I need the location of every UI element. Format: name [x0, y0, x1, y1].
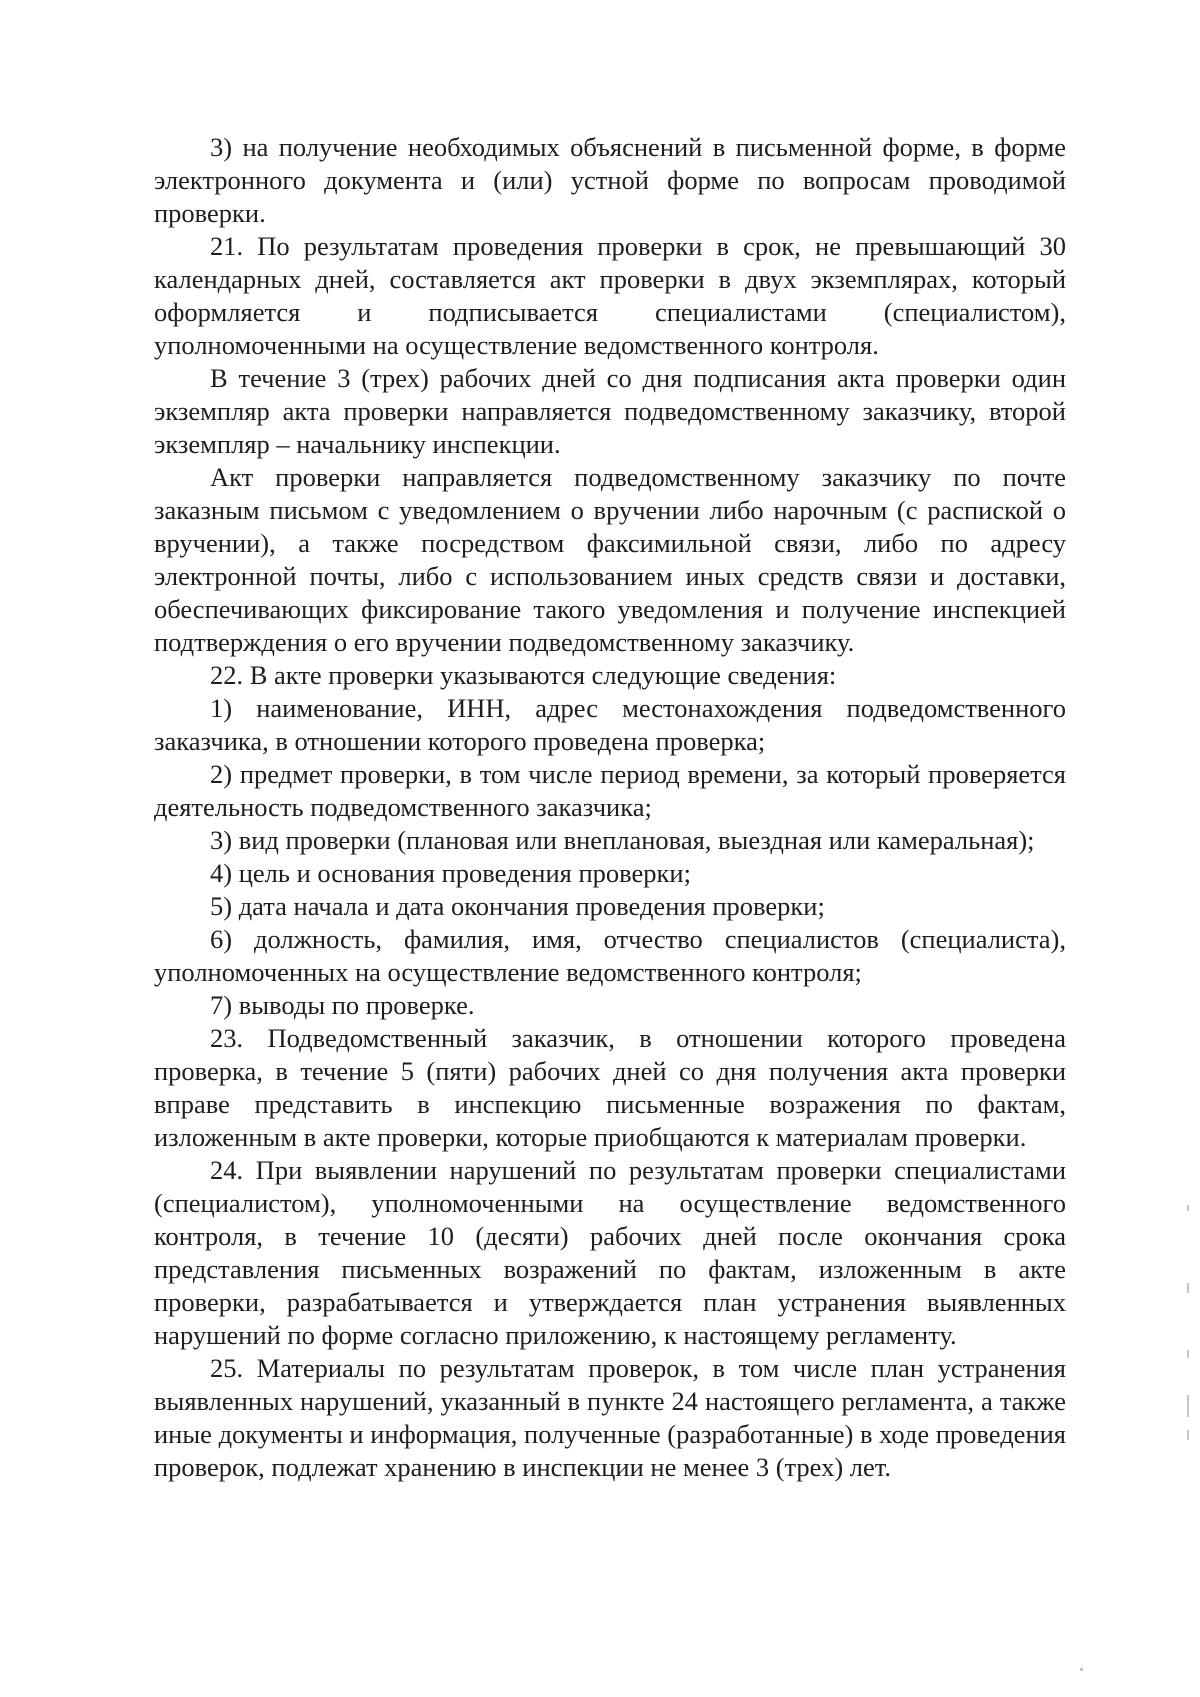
document-body	[154, 131, 1066, 1484]
paragraph-act-delivery: Акт проверки направляется подведомственному заказчику по почте заказным письмом с уведомлением о вручении либо нарочным (с распиской о вручении), а также посредством факсимильной связи, либо по адресу электронной почты, либо с использованием иных средств связи и доставки, обеспечивающих фиксирование такого уведомления и получение инспекцией подтверждения о его вручении подведомственному заказчику.	[154, 462, 1066, 657]
list-item-1: 1) наименование, ИНН, адрес местонахождения подведомственного заказчика, в отношении которого проведена проверка;	[154, 693, 1066, 756]
scan-speck	[1187, 1205, 1189, 1211]
scan-speck	[1080, 1668, 1083, 1671]
list-item-3: 3) вид проверки (плановая или внеплановая, выездная или камеральная);	[210, 825, 1035, 855]
list-item-7: 7) выводы по проверке.	[210, 990, 475, 1020]
paragraph-item-3-explanations: 3) на получение необходимых объяснений в письменной форме, в форме электронного документа и (или) устной форме по вопросам проводимой проверки.	[154, 132, 1066, 228]
list-item-2: 2) предмет проверки, в том числе период времени, за который проверяется деятельность подведомственного заказчика;	[154, 759, 1066, 822]
paragraph-23: 23. Подведомственный заказчик, в отношении которого проведена проверка, в течение 5 (пяти) рабочих дней со дня получения акта проверки вправе представить в инспекцию письменные возражения по фактам, изложенным в акте проверки, которые приобщаются к материалам проверки.	[154, 1023, 1066, 1152]
paragraph-act-signing: В течение 3 (трех) рабочих дней со дня подписания акта проверки один экземпляр акта проверки направляется подведомственному заказчику, второй экземпляр – начальнику инспекции.	[154, 363, 1066, 459]
paragraph-22: 22. В акте проверки указываются следующие сведения:	[210, 660, 837, 690]
paragraph-21: 21. По результатам проведения проверки в срок, не превышающий 30 календарных дней, составляется акт проверки в двух экземплярах, который оформляется и подписывается специалистами (специалистом), уполномоченными на осуществление ведомственного контроля.	[154, 231, 1066, 360]
paragraph-24: 24. При выявлении нарушений по результатам проверки специалистами (специалистом), уполномоченными на осуществление ведомственного контроля, в течение 10 (десяти) рабочих дней после окончания срока представления письменных возражений по фактам, изложенным в акте проверки, разрабатывается и утверждается план устранения выявленных нарушений по форме согласно приложению, к настоящему регламенту.	[154, 1155, 1066, 1350]
list-item-6: 6) должность, фамилия, имя, отчество специалистов (специалиста), уполномоченных на осуществление ведомственного контроля;	[154, 924, 1066, 987]
list-item-4: 4) цель и основания проведения проверки;	[210, 858, 691, 888]
scan-speck	[1187, 1283, 1189, 1293]
list-item-5: 5) дата начала и дата окончания проведения проверки;	[210, 891, 825, 921]
scan-speck	[1187, 1350, 1189, 1358]
scan-speck	[1187, 1430, 1189, 1440]
paragraph-25: 25. Материалы по результатам проверок, в том числе план устранения выявленных нарушений, указанный в пункте 24 настоящего регламента, а также иные документы и информация, полученные (разработанные) в ходе проведения проверок, подлежат хранению в инспекции не менее 3 (трех) лет.	[154, 1353, 1066, 1482]
scan-speck	[1187, 1395, 1189, 1417]
